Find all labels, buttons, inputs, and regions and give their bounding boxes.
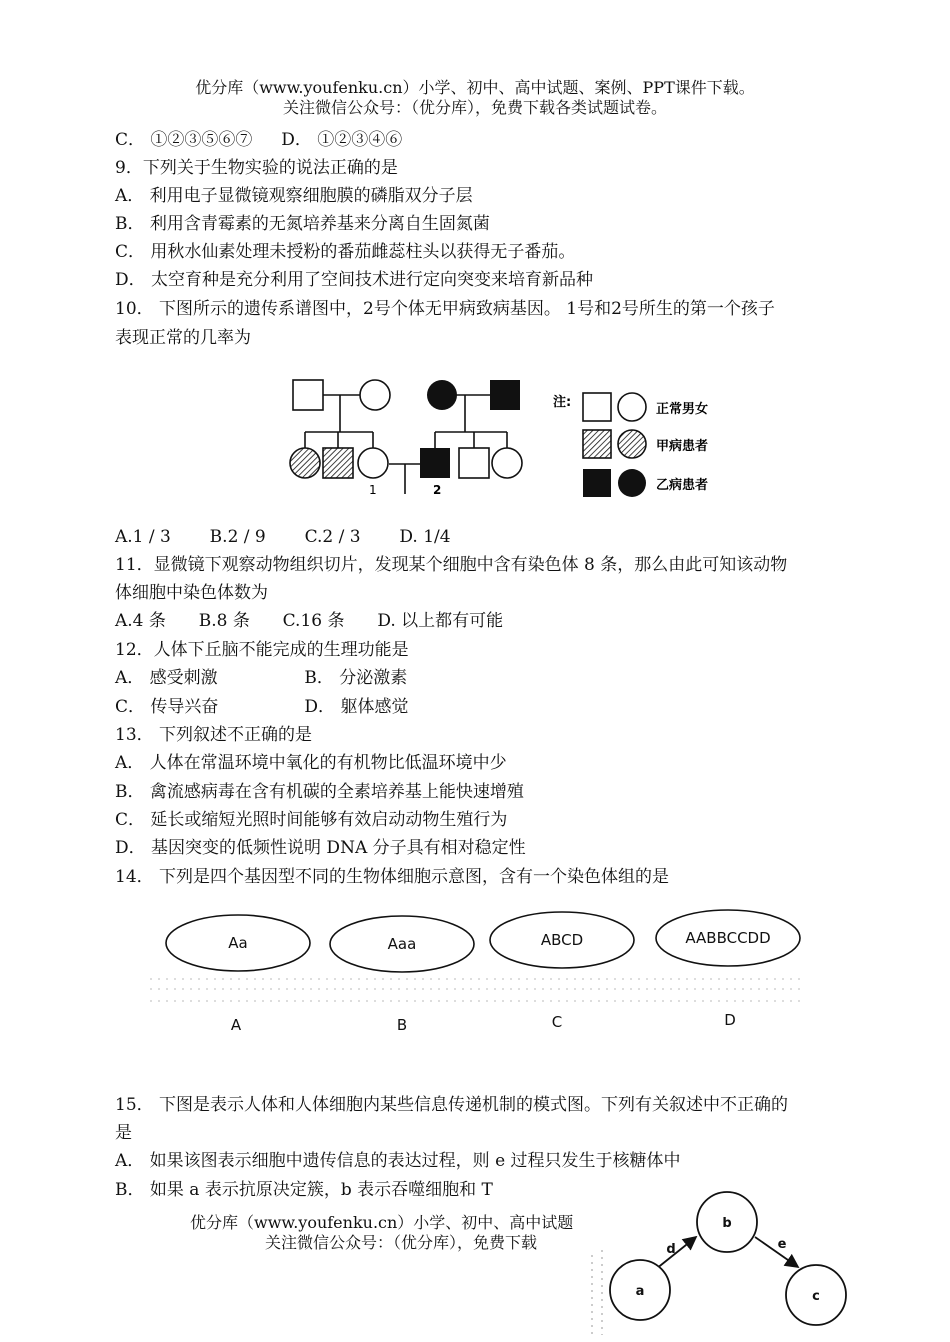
header-line-2: 关注微信公众号：（优分库），免费下载各类试题试卷。	[282, 98, 667, 117]
pedigree-gen2-normal-male	[459, 448, 489, 478]
q11-options	[115, 610, 503, 632]
legend-normal-female-icon	[618, 393, 646, 421]
q11-stem-1: 11．显微镜下观察动物组织切片，发现某个细胞中含有染色体 8 条，那么由此可知该动物	[115, 555, 788, 575]
legend-disease-a-female-icon	[618, 430, 646, 458]
q9-option-c: C． 用秋水仙素处理未授粉的番茄雌蕊柱头以获得无子番茄。	[115, 242, 576, 262]
q12-options-row-1	[115, 667, 407, 689]
q12-option-c: C． 传导兴奋	[115, 697, 219, 717]
q10-option-d: D. 1/4	[399, 527, 451, 547]
cell-d-label: D	[724, 1011, 736, 1029]
pedigree-gen2-affected-male	[323, 448, 353, 478]
edge-e-label: e	[777, 1237, 787, 1252]
pedigree-label-2: 2	[433, 483, 442, 497]
legend-disease-b-male-icon	[583, 469, 611, 497]
q10-stem-1: 10． 下图所示的遗传系谱图中，2号个体无甲病致病基因。 1号和2号所生的第一个孩子	[115, 299, 775, 319]
legend-disease-a-label: 甲病患者	[656, 439, 709, 454]
q10-option-b: B.2 / 9	[209, 527, 266, 547]
node-c-label: c	[812, 1289, 820, 1304]
q11-option-b: B.8 条	[198, 611, 250, 631]
q15-stem-2: 是	[115, 1123, 132, 1143]
q15-stem-1: 15． 下图是表示人体和人体细胞内某些信息传递机制的模式图。下列有关叙述中不正确的	[115, 1095, 789, 1115]
legend-disease-b-label: 乙病患者	[656, 478, 709, 493]
q8-options	[115, 129, 402, 151]
legend-normal-label: 正常男女	[656, 402, 709, 417]
edge-d-label: d	[666, 1242, 676, 1257]
q8-option-d: D． ①②③④⑥	[281, 130, 403, 150]
node-b-label: b	[722, 1216, 732, 1231]
q11-option-c: C.16 条	[282, 611, 345, 631]
pedigree-gen1-left-male	[293, 380, 323, 410]
pedigree-gen1-right-female	[427, 380, 457, 410]
q10-options	[115, 526, 451, 548]
q13-option-d: D． 基因突变的低频性说明 DNA 分子具有相对稳定性	[115, 838, 526, 858]
pedigree-individual-1	[358, 448, 388, 478]
cell-c-label: C	[551, 1013, 563, 1031]
legend-normal-male-icon	[583, 393, 611, 421]
legend-disease-b-female-icon	[618, 469, 646, 497]
pedigree-gen1-right-male	[490, 380, 520, 410]
cell-b-genotype: Aaa	[387, 935, 417, 953]
q15-option-b: B． 如果 a 表示抗原决定簇，b 表示吞噬细胞和 T	[115, 1180, 493, 1200]
pedigree-gen2-normal-female	[492, 448, 522, 478]
cell-d-genotype: AABBCCDD	[685, 929, 771, 947]
pedigree-individual-2	[420, 448, 450, 478]
node-a-label: a	[635, 1284, 645, 1299]
cell-diagram	[150, 905, 810, 1040]
q12-option-b: B． 分泌激素	[304, 668, 408, 688]
q11-stem-2: 体细胞中染色体数为	[115, 583, 268, 603]
q13-option-a: A． 人体在常温环境中氧化的有机物比低温环境中少	[115, 753, 507, 773]
q12-options-row-2	[115, 696, 408, 718]
q9-stem: 9．下列关于生物实验的说法正确的是	[115, 158, 398, 178]
q9-option-b: B． 利用含青霉素的无氮培养基来分离自生固氮菌	[115, 214, 490, 234]
q8-option-c: C． ①②③⑤⑥⑦	[115, 130, 253, 150]
q11-option-d: D. 以上都有可能	[377, 611, 504, 631]
q14-stem: 14． 下列是四个基因型不同的生物体细胞示意图，含有一个染色体组的是	[115, 867, 670, 887]
q12-option-d: D． 躯体感觉	[304, 697, 409, 717]
q10-stem-2: 表现正常的几率为	[115, 328, 251, 348]
pedigree-gen1-left-female	[360, 380, 390, 410]
q12-stem: 12．人体下丘脑不能完成的生理功能是	[115, 640, 409, 660]
q10-option-c: C.2 / 3	[304, 527, 361, 547]
cell-c-genotype: ABCD	[540, 931, 584, 949]
q11-option-a: A.4 条	[115, 611, 166, 631]
cell-a-genotype: Aa	[228, 934, 248, 952]
signal-transmission-figure	[590, 1185, 880, 1342]
legend-disease-a-male-icon	[583, 430, 611, 458]
q9-option-d: D． 太空育种是充分利用了空间技术进行定向突变来培育新品种	[115, 270, 594, 290]
legend-title: 注:	[553, 395, 572, 410]
pedigree-label-1: 1	[369, 483, 377, 497]
q12-option-a: A． 感受刺激	[115, 668, 218, 688]
q15-option-a: A． 如果该图表示细胞中遗传信息的表达过程，则 e 过程只发生于核糖体中	[115, 1151, 681, 1171]
q10-option-a: A.1 / 3	[115, 527, 171, 547]
q9-option-a: A． 利用电子显微镜观察细胞膜的磷脂双分子层	[115, 186, 473, 206]
footer-line-2: 关注微信公众号：（优分库），免费下载	[265, 1233, 538, 1252]
cell-a-label: A	[230, 1016, 242, 1034]
header-line-1: 优分库（www.youfenku.cn）小学、初中、高中试题、案例、PPT课件下载。	[195, 78, 755, 97]
cell-b-label: B	[396, 1016, 408, 1034]
q13-option-c: C． 延长或缩短光照时间能够有效启动动物生殖行为	[115, 810, 508, 830]
q13-option-b: B． 禽流感病毒在含有机碳的全素培养基上能快速增殖	[115, 782, 524, 802]
q13-stem: 13． 下列叙述不正确的是	[115, 725, 313, 745]
pedigree-gen2-affected-female	[290, 448, 320, 478]
pedigree-figure	[285, 370, 730, 515]
footer-line-1: 优分库（www.youfenku.cn）小学、初中、高中试题	[190, 1213, 574, 1232]
